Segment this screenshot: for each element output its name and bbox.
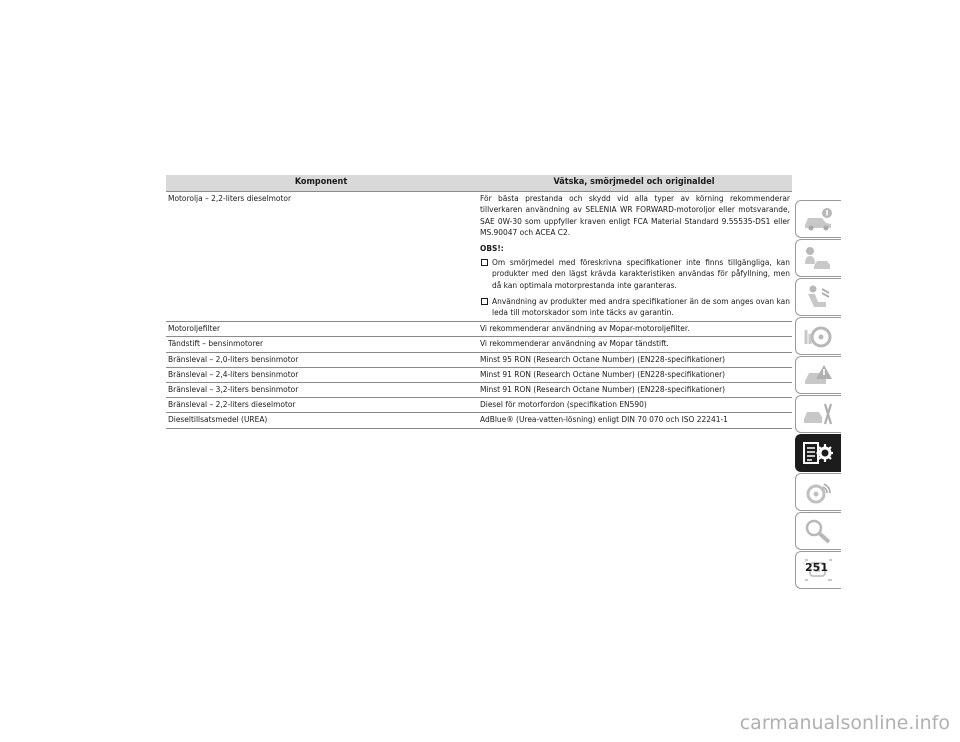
car-person-icon	[802, 244, 834, 272]
car-tools-icon	[802, 400, 834, 428]
note-text: Om smörjmedel med föreskrivna specifikationer inte finns tillgängliga, kan produkter med den lägst krävda karakteristiken användas för påfyllning, men då kan optimala motorprestanda inte garanteras.	[492, 257, 790, 290]
car-info-icon	[802, 205, 834, 233]
row-component: Motoroljefilter	[166, 322, 476, 337]
specifications-gear-icon	[802, 439, 834, 467]
row-component: Motorolja – 2,2-liters dieselmotor	[166, 192, 476, 322]
header-fluid: Vätska, smörjmedel och originaldel	[476, 175, 792, 192]
steering-wheel-icon	[802, 322, 834, 350]
chapter-tab-steering-wheel[interactable]	[795, 317, 841, 355]
row-component: Bränsleval – 2,4-liters bensinmotor	[166, 367, 476, 382]
chapter-tab-car-warning[interactable]	[795, 356, 841, 394]
note-heading: OBS!:	[480, 243, 504, 254]
note-text: Användning av produkter med andra specifikationer än de som anges ovan kan leda till motorskador som inte täcks av garantin.	[492, 295, 790, 318]
table-row	[166, 352, 792, 367]
row-value: AdBlue® (Urea-vatten-lösning) enligt DIN 70 070 och ISO 22241-1	[476, 413, 792, 428]
header-component: Komponent	[166, 175, 476, 192]
checkbox-bullet-icon	[481, 298, 488, 305]
chapter-tab-multimedia[interactable]	[795, 473, 841, 511]
checkbox-bullet-icon	[481, 259, 488, 266]
note-item	[480, 296, 790, 318]
magnifier-index-icon	[802, 517, 834, 545]
table-row	[166, 367, 792, 382]
row-value	[476, 192, 792, 322]
table-row	[166, 383, 792, 398]
table-row	[166, 192, 792, 322]
chapter-tab-seat-airbag[interactable]	[795, 278, 841, 316]
page-number: 251	[805, 561, 828, 574]
oil-recommendation-text: För bästa prestanda och skydd vid alla typer av körning rekommenderar tillverkaren användning av SELENIA WR FORWARD-motoroljor eller motsvarande, SAE 0W-30 som uppfyller kraven enligt FCA Material Standard 9.55535-DS1 eller MS.90047 och ACEA C2.	[480, 193, 790, 237]
row-value: Minst 91 RON (Research Octane Number) (EN228-specifikationer)	[476, 367, 792, 382]
table-row	[166, 413, 792, 428]
table-row	[166, 337, 792, 352]
chapter-tab-car-info[interactable]	[795, 200, 841, 238]
row-component: Bränsleval – 2,2-liters dieselmotor	[166, 398, 476, 413]
multimedia-icon	[802, 478, 834, 506]
table-row	[166, 322, 792, 337]
note-item	[480, 257, 790, 291]
chapter-tabs	[795, 200, 841, 590]
fluids-specification-table	[166, 175, 792, 429]
chapter-tab-specifications[interactable]	[795, 434, 841, 472]
car-warning-icon	[802, 361, 834, 389]
row-value: Vi rekommenderar användning av Mopar-motoroljefilter.	[476, 322, 792, 337]
row-value: Minst 95 RON (Research Octane Number) (EN228-specifikationer)	[476, 352, 792, 367]
row-component: Tändstift – bensinmotorer	[166, 337, 476, 352]
row-component: Bränsleval – 2,0-liters bensinmotor	[166, 352, 476, 367]
seat-airbag-icon	[802, 283, 834, 311]
table-header-row	[166, 175, 792, 192]
row-value: Minst 91 RON (Research Octane Number) (EN228-specifikationer)	[476, 383, 792, 398]
row-value: Diesel för motorfordon (specifikation EN590)	[476, 398, 792, 413]
row-component: Bränsleval – 3,2-liters bensinmotor	[166, 383, 476, 398]
table-row	[166, 398, 792, 413]
chapter-tab-index[interactable]	[795, 512, 841, 550]
row-value: Vi rekommenderar användning av Mopar tändstift.	[476, 337, 792, 352]
chapter-tab-car-person[interactable]	[795, 239, 841, 277]
watermark-text: carmanualsonline.info	[739, 712, 950, 734]
row-component: Dieseltillsatsmedel (UREA)	[166, 413, 476, 428]
chapter-tab-car-tools[interactable]	[795, 395, 841, 433]
